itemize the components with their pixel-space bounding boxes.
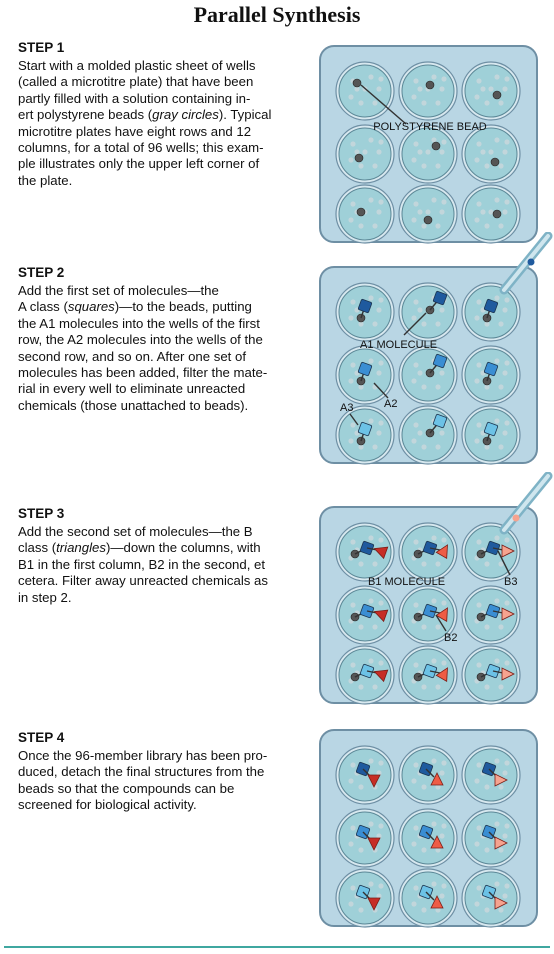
plate-label: B1 MOLECULE [368,576,446,588]
bead-atom [493,210,501,218]
bead [417,149,422,154]
bead [417,430,422,435]
bead [413,662,418,667]
bead [494,74,499,79]
bead [441,823,446,828]
bead [411,315,416,320]
bead [417,307,422,312]
bead [476,662,481,667]
bead [431,758,436,763]
bead [484,907,489,912]
bead [435,223,440,228]
bead [435,624,440,629]
bead [484,624,489,629]
bead [413,602,418,607]
bead [348,217,353,222]
bead [421,907,426,912]
plate-label: A3 [340,402,354,414]
bead [502,209,507,214]
step-2-text [18,265,306,414]
bead [494,197,499,202]
bead [421,561,426,566]
bead [421,624,426,629]
bead [494,598,499,603]
bead [435,684,440,689]
bead [378,600,383,605]
bead [439,209,444,214]
bead [476,602,481,607]
bead [476,539,481,544]
step-3-description: Add the second set of molecules—the B class (triangles)—down the columns, with B1 in the first column, B2 in the second, et cetera. Filter away unreacted chemicals as in step 2. [18,524,268,605]
bead [411,378,416,383]
bead [378,199,383,204]
bead [358,784,363,789]
bead [494,821,499,826]
bead [439,370,444,375]
bead [498,684,503,689]
bead [435,100,440,105]
bead [368,197,373,202]
bead [504,823,509,828]
bead-atom [432,142,440,150]
bead [431,881,436,886]
bead [441,883,446,888]
bead [350,885,355,890]
bead [350,141,355,146]
step-3-heading: STEP 3 [18,506,65,521]
bead [494,418,499,423]
bead [411,217,416,222]
bead-atom [491,158,499,166]
bead [368,74,373,79]
bead [435,321,440,326]
bead [425,209,430,214]
bead [372,561,377,566]
bead [350,539,355,544]
bead [494,658,499,663]
bead [476,201,481,206]
bead [413,885,418,890]
bead [417,370,422,375]
bead [421,784,426,789]
bead [368,358,373,363]
bead [421,223,426,228]
bead [376,149,381,154]
bead [372,684,377,689]
bead [417,209,422,214]
bead [362,149,367,154]
bead [348,438,353,443]
bead [498,163,503,168]
figure-title: Parallel Synthesis [193,2,361,27]
plate-step-4 [318,728,539,928]
bead [498,384,503,389]
pipette-icon [490,232,554,312]
bead [504,420,509,425]
bead [358,847,363,852]
bead [413,201,418,206]
bead [411,94,416,99]
step-4-heading: STEP 4 [18,730,65,745]
bead [378,76,383,81]
bead [368,295,373,300]
bead [494,758,499,763]
bead [350,201,355,206]
bead [376,209,381,214]
bead [350,662,355,667]
bead-atom [353,79,361,87]
bead [413,299,418,304]
bead [502,149,507,154]
bead [421,444,426,449]
bead [504,199,509,204]
step-1-text [18,40,306,189]
bead [504,600,509,605]
bead [421,684,426,689]
bead [417,86,422,91]
bead [504,139,509,144]
bead [476,141,481,146]
bead [411,778,416,783]
bead [421,321,426,326]
bead [435,444,440,449]
bead [368,758,373,763]
bead [431,821,436,826]
bead [372,223,377,228]
plate-label: A1 MOLECULE [360,339,438,351]
bead [348,94,353,99]
bead [411,841,416,846]
bead [504,760,509,765]
bead [350,362,355,367]
bead [348,778,353,783]
bead [372,321,377,326]
bead [476,362,481,367]
plate-label: B3 [504,576,518,588]
bead [441,139,446,144]
bead [439,893,444,898]
bead [484,561,489,566]
bead [488,86,493,91]
bead [368,658,373,663]
bead [480,209,485,214]
bead [372,163,377,168]
bead [441,199,446,204]
bead [431,658,436,663]
bead [474,157,479,162]
step-1-description: Start with a molded plastic sheet of wells (called a microtitre plate) that have been partly filled with a solution containing in- ert polystyrene beads (gray circles). Typical microtitre plates have eight rows and 12 columns, for a total of 96 wells; this exam- ple illustrates only the upper left corner of the plate. [18,58,272,188]
step-4-text [18,730,306,814]
bead [474,841,479,846]
bead [431,535,436,540]
bead [425,149,430,154]
bead [484,100,489,105]
bead [378,360,383,365]
bead [372,444,377,449]
bead [476,422,481,427]
bead [484,163,489,168]
bead [350,422,355,427]
pipette-icon [490,472,554,552]
bead [411,901,416,906]
plate-label: A2 [384,398,398,410]
bead [498,624,503,629]
bead [441,537,446,542]
bead [376,370,381,375]
bead [358,163,363,168]
bead [378,537,383,542]
bead [358,223,363,228]
bead [431,74,436,79]
bead [474,217,479,222]
step-2-heading: STEP 2 [18,265,65,280]
bead [494,358,499,363]
bead [484,684,489,689]
bead [372,624,377,629]
bead [348,315,353,320]
bead [358,684,363,689]
bead [439,770,444,775]
bead-atom [424,216,432,224]
bead [413,762,418,767]
bead [413,825,418,830]
bead [372,100,377,105]
bead [421,847,426,852]
bead [504,660,509,665]
bead [480,86,485,91]
bead [484,784,489,789]
bead [502,370,507,375]
bead [378,420,383,425]
bead [494,881,499,886]
step-1-heading: STEP 1 [18,40,65,55]
bead [348,841,353,846]
bead [378,760,383,765]
bead [376,86,381,91]
bead [431,197,436,202]
bead-atom [355,154,363,162]
bead [358,624,363,629]
bead-atom [493,91,501,99]
bead [378,823,383,828]
bottom-rule [4,946,550,948]
bead [411,438,416,443]
bead [476,299,481,304]
bead [376,307,381,312]
bead [476,825,481,830]
bead [502,86,507,91]
bead [348,157,353,162]
bead [350,825,355,830]
bead [498,444,503,449]
bead [435,561,440,566]
bead [376,430,381,435]
bead-atom [426,81,434,89]
bead [378,883,383,888]
bead [358,100,363,105]
bead [348,901,353,906]
bead-atom [357,208,365,216]
bead [413,362,418,367]
bead [358,561,363,566]
bead [378,660,383,665]
bead [439,307,444,312]
bead [474,94,479,99]
bead [502,833,507,838]
bead [421,163,426,168]
bead [502,430,507,435]
step-2-description: Add the first set of molecules—the A class (squares)—to the beads, putting the A1 molecules into the wells of the first row, the A2 molecules into the wells of the second row, and so on. After one set of molecules has been added, filter the mate- rial in every well to eliminate unreacted chemicals (those unattached to beads). [18,283,268,413]
bead [411,157,416,162]
bead [502,893,507,898]
bead [488,149,493,154]
bead [435,163,440,168]
bead [421,100,426,105]
bead [498,321,503,326]
bead [368,821,373,826]
bead [441,76,446,81]
bead [484,847,489,852]
bead [474,901,479,906]
bead [378,139,383,144]
plate-step-1 [318,44,539,244]
bead [441,760,446,765]
bead [413,422,418,427]
bead [498,847,503,852]
bead [439,149,444,154]
bead [484,223,489,228]
plate-label: B2 [444,632,458,644]
bead [504,360,509,365]
bead [368,598,373,603]
bead [439,833,444,838]
bead [378,297,383,302]
bead [439,430,444,435]
bead [368,137,373,142]
bead [474,438,479,443]
bead [368,418,373,423]
bead [413,141,418,146]
bead [476,78,481,83]
step-4-description: Once the 96-member library has been pro- duced, detach the final structures from the beads so that the compounds can be screened for biological activity. [18,748,268,813]
bead [474,378,479,383]
bead [504,76,509,81]
bead [476,762,481,767]
bead [421,384,426,389]
bead [498,907,503,912]
bead [350,299,355,304]
bead [498,223,503,228]
bead [368,881,373,886]
bead [348,378,353,383]
step-3-text [18,506,306,606]
bead [498,784,503,789]
bead [441,600,446,605]
bead [474,778,479,783]
bead [350,762,355,767]
bead [431,598,436,603]
bead [504,883,509,888]
bead [474,315,479,320]
bead [413,539,418,544]
bead [494,137,499,142]
bead [441,660,446,665]
bead [368,535,373,540]
bead [358,907,363,912]
plate-label: POLYSTYRENE BEAD [373,121,487,133]
bead [476,885,481,890]
bead [413,78,418,83]
bead [439,86,444,91]
bead [498,100,503,105]
bead [502,770,507,775]
bead [350,602,355,607]
bead [480,149,485,154]
bead [435,384,440,389]
